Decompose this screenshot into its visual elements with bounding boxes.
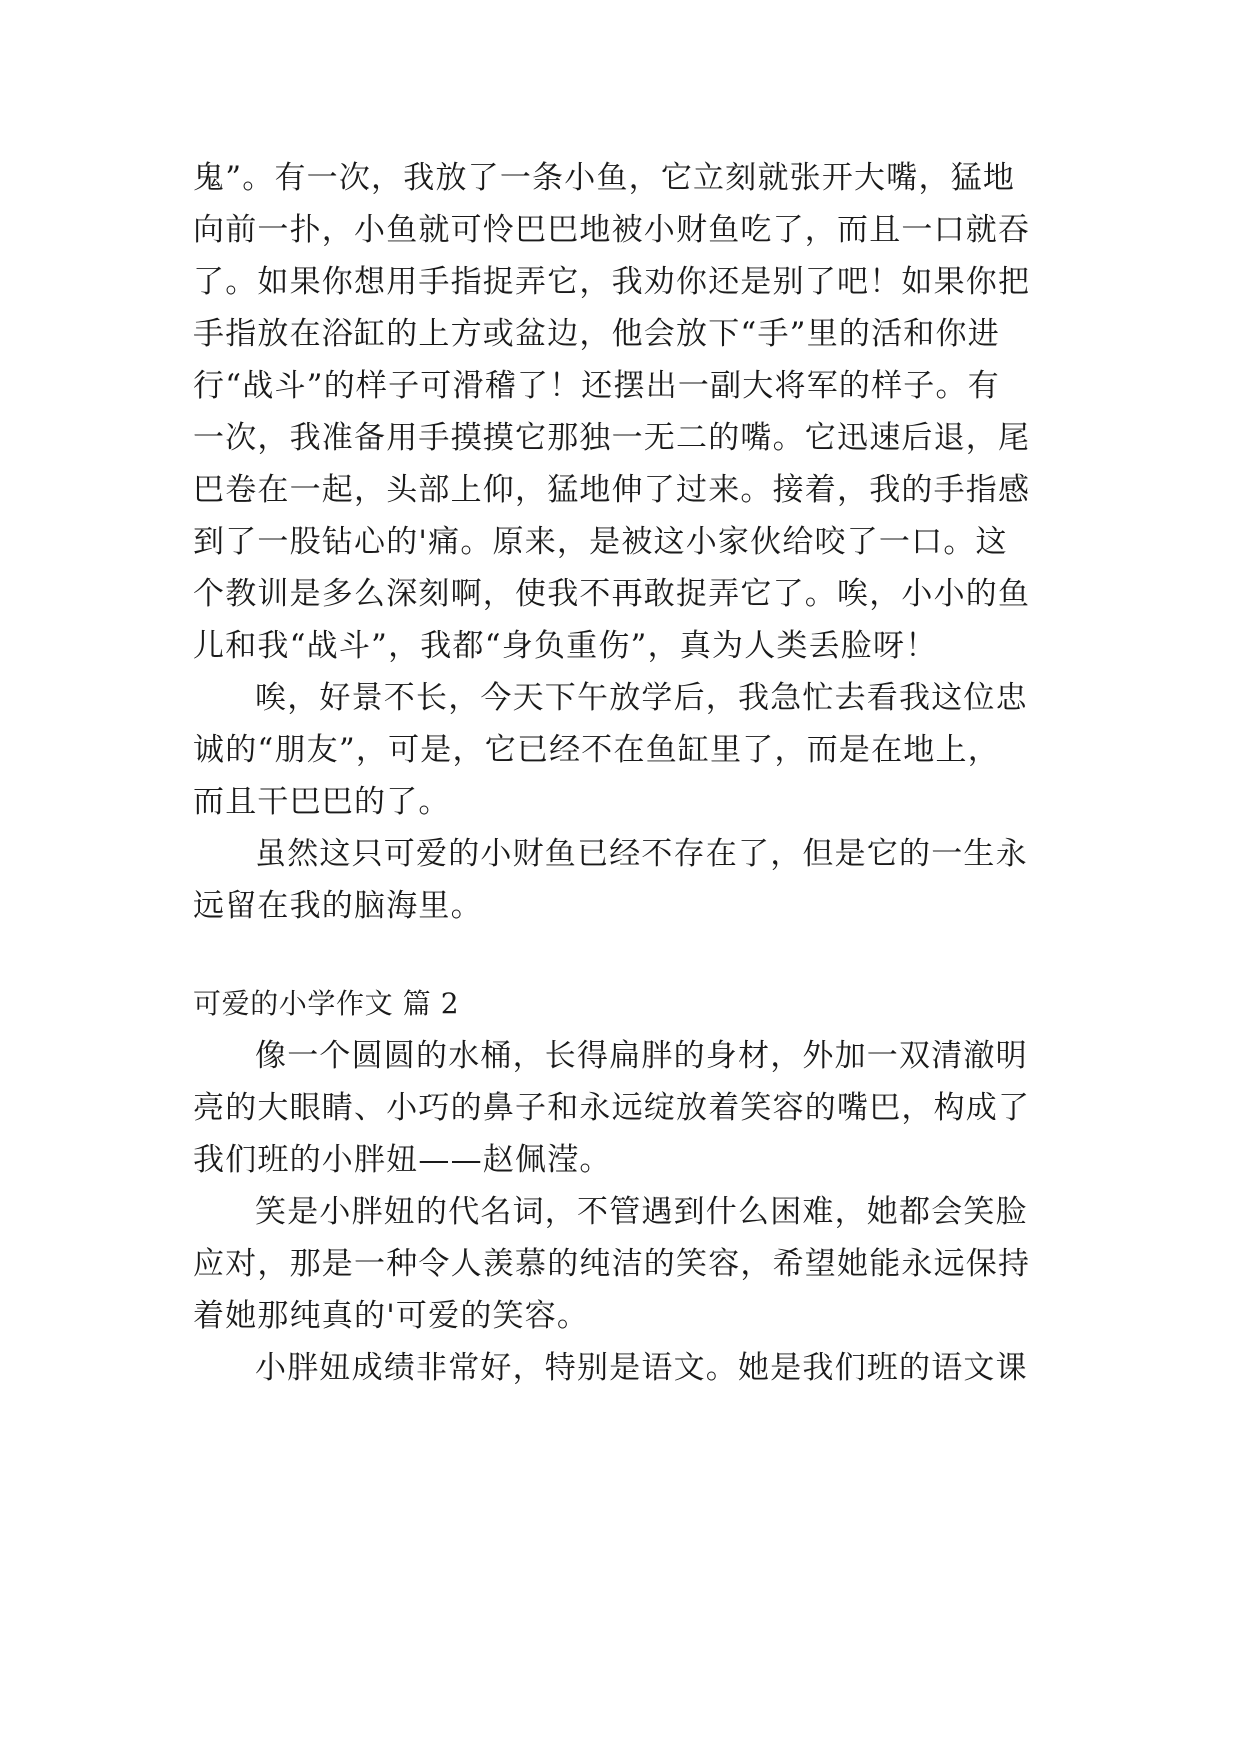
text-line: 行“战斗”的样子可滑稽了！还摆出一副大将军的样子。有 <box>193 368 1000 404</box>
text-line: 应对，那是一种令人羡慕的纯洁的笑容，希望她能永远保持 <box>193 1246 1031 1282</box>
text-line: 唉，好景不长，今天下午放学后，我急忙去看我这位忠 <box>255 680 1028 716</box>
text-line: 着她那纯真的'可爱的笑容。 <box>193 1298 590 1334</box>
text-line: 巴卷在一起，头部上仰，猛地伸了过来。接着，我的手指感 <box>193 472 1031 508</box>
section-heading: 可爱的小学作文 篇 2 <box>193 987 460 1020</box>
text-line: 而且干巴巴的了。 <box>193 784 451 820</box>
text-line: 像一个圆圆的水桶，长得扁胖的身材，外加一双清澈明 <box>255 1038 1028 1074</box>
text-line: 个教训是多么深刻啊，使我不再敢捉弄它了。唉，小小的鱼 <box>193 576 1031 612</box>
text-line: 诚的“朋友”，可是，它已经不在鱼缸里了，而是在地上， <box>193 732 1000 768</box>
text-line: 虽然这只可爱的小财鱼已经不存在了，但是它的一生永 <box>255 836 1028 872</box>
text-line: 我们班的小胖妞——赵佩滢。 <box>193 1142 612 1178</box>
text-line: 亮的大眼睛、小巧的鼻子和永远绽放着笑容的嘴巴，构成了 <box>193 1090 1031 1126</box>
text-line: 小胖妞成绩非常好，特别是语文。她是我们班的语文课 <box>255 1350 1028 1386</box>
text-line: 向前一扑，小鱼就可怜巴巴地被小财鱼吃了，而且一口就吞 <box>193 212 1031 248</box>
text-line: 鬼”。有一次，我放了一条小鱼，它立刻就张开大嘴，猛地 <box>193 160 1016 196</box>
text-line: 一次，我准备用手摸摸它那独一无二的嘴。它迅速后退，尾 <box>193 420 1031 456</box>
text-line: 到了一股钻心的'痛。原来，是被这小家伙给咬了一口。这 <box>193 524 1008 560</box>
text-line: 远留在我的脑海里。 <box>193 888 483 924</box>
text-line: 手指放在浴缸的上方或盆边，他会放下“手”里的活和你进 <box>193 316 1000 352</box>
text-line: 笑是小胖妞的代名词，不管遇到什么困难，她都会笑脸 <box>255 1194 1028 1230</box>
text-line: 了。如果你想用手指捉弄它，我劝你还是别了吧！如果你把 <box>193 264 1031 300</box>
text-line: 儿和我“战斗”，我都“身负重伤”，真为人类丢脸呀！ <box>193 628 938 664</box>
